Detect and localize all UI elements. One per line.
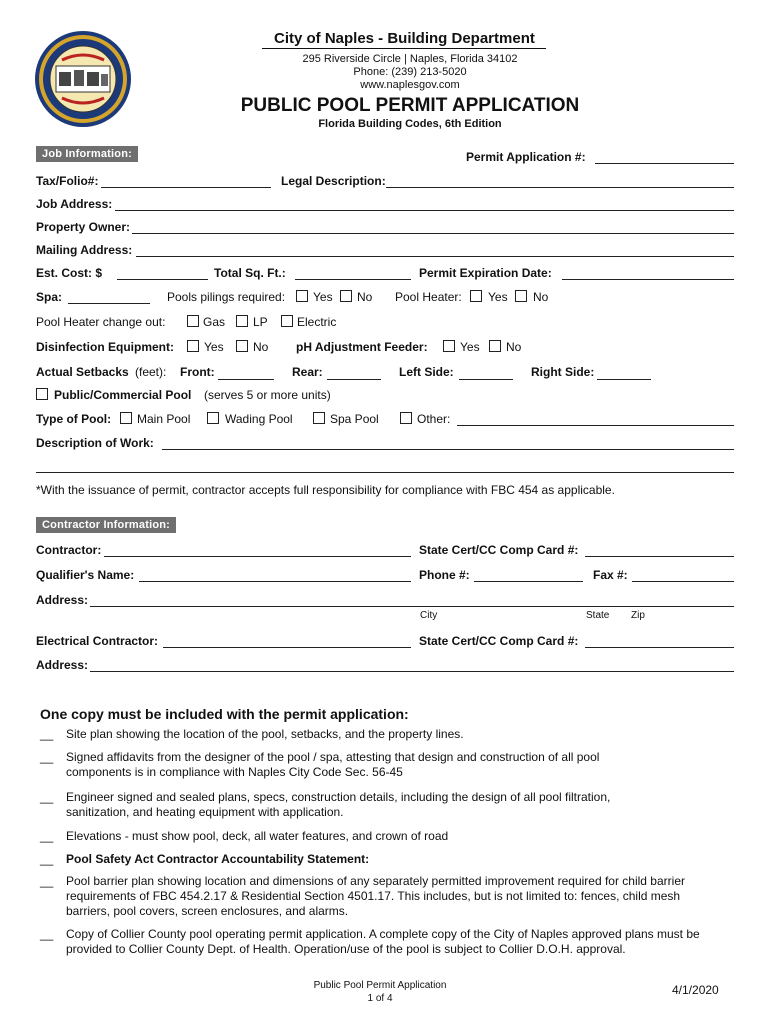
checklist-item-text: Pool Safety Act Contractor Accountability Statement:	[66, 852, 370, 866]
electrical-contractor-label: Electrical Contractor:	[36, 634, 159, 648]
ph-feeder-label: pH Adjustment Feeder:	[296, 340, 428, 354]
main-pool-label: Main Pool	[137, 412, 191, 426]
rear-field[interactable]	[327, 379, 381, 380]
right-side-label: Right Side:	[531, 365, 595, 379]
electrical-contractor-field[interactable]	[163, 647, 411, 648]
pilings-yes-checkbox[interactable]	[296, 290, 308, 302]
lp-label: LP	[253, 315, 268, 329]
permit-app-label: Permit Application #:	[466, 150, 586, 164]
setbacks-label: Actual Setbacks	[36, 365, 129, 379]
checklist-blank[interactable]: __	[40, 790, 54, 804]
front-label: Front:	[180, 365, 215, 379]
main-pool-checkbox[interactable]	[120, 412, 132, 424]
checklist-item-text: Engineer signed and sealed plans, specs, construction details, including the design of all pool filtration, sanitization, and heating equipment with application.	[66, 790, 611, 819]
fax-field[interactable]	[632, 581, 734, 582]
description-label: Description of Work:	[36, 436, 154, 450]
permit-app-field[interactable]	[595, 163, 734, 164]
wading-pool-label: Wading Pool	[225, 412, 293, 426]
left-side-field[interactable]	[459, 379, 513, 380]
est-cost-field[interactable]	[117, 279, 208, 280]
left-side-label: Left Side:	[399, 365, 454, 379]
public-pool-note: (serves 5 or more units)	[204, 388, 331, 402]
pool-heater-label: Pool Heater:	[395, 290, 462, 304]
total-sqft-label: Total Sq. Ft.:	[214, 266, 286, 280]
ph-yes-checkbox[interactable]	[443, 340, 455, 352]
legal-desc-label: Legal Description:	[281, 174, 386, 188]
header-address: 295 Riverside Circle | Naples, Florida 34102	[302, 53, 518, 65]
heater-yes-label: Yes	[488, 290, 508, 304]
fax-label: Fax #:	[593, 568, 628, 582]
tax-folio-label: Tax/Folio#:	[36, 174, 99, 188]
heater-yes-checkbox[interactable]	[470, 290, 482, 302]
state-cert-label: State Cert/CC Comp Card #:	[419, 543, 579, 557]
tax-folio-field[interactable]	[101, 187, 271, 188]
type-of-pool-label: Type of Pool:	[36, 412, 112, 426]
ph-yes-label: Yes	[460, 340, 480, 354]
ph-no-label: No	[506, 340, 522, 354]
checklist-item-text: Elevations - must show pool, deck, all water features, and crown of road	[66, 829, 449, 843]
contractor-label: Contractor:	[36, 543, 102, 557]
spa-field[interactable]	[68, 303, 150, 304]
disinfection-no-label: No	[253, 340, 269, 354]
heater-change-label: Pool Heater change out:	[36, 315, 166, 329]
electric-checkbox[interactable]	[281, 315, 293, 327]
header-web: www.naplesgov.com	[360, 79, 460, 91]
disinfection-yes-label: Yes	[204, 340, 224, 354]
pools-pilings-label: Pools pilings required:	[167, 290, 286, 304]
right-side-field[interactable]	[597, 379, 651, 380]
qualifier-label: Qualifier's Name:	[36, 568, 135, 582]
other-field[interactable]	[457, 425, 734, 426]
pilings-yes-label: Yes	[313, 290, 333, 304]
checklist-blank[interactable]: __	[40, 750, 54, 764]
checklist-blank[interactable]: __	[40, 829, 54, 843]
job-address-field[interactable]	[115, 210, 734, 211]
job-address-label: Job Address:	[36, 197, 113, 211]
property-owner-field[interactable]	[132, 233, 734, 234]
heater-no-checkbox[interactable]	[515, 290, 527, 302]
footer-doc-name: Public Pool Permit Application	[313, 980, 447, 991]
other-checkbox[interactable]	[400, 412, 412, 424]
checklist-item-text: Site plan showing the location of the pool, setbacks, and the property lines.	[66, 727, 464, 741]
contractor-field[interactable]	[104, 556, 411, 557]
spa-pool-checkbox[interactable]	[313, 412, 325, 424]
phone-label: Phone #:	[419, 568, 470, 582]
public-pool-label: Public/Commercial Pool	[54, 388, 192, 402]
description-field-1[interactable]	[162, 449, 734, 450]
wading-pool-checkbox[interactable]	[207, 412, 219, 424]
address-field[interactable]	[90, 606, 734, 607]
spa-pool-label: Spa Pool	[330, 412, 379, 426]
public-pool-checkbox[interactable]	[36, 388, 48, 400]
total-sqft-field[interactable]	[295, 279, 411, 280]
footer-date: 4/1/2020	[672, 983, 719, 997]
qualifier-field[interactable]	[139, 581, 411, 582]
electric-label: Electric	[297, 315, 337, 329]
rear-label: Rear:	[292, 365, 323, 379]
zip-caption: Zip	[631, 610, 645, 621]
mailing-address-label: Mailing Address:	[36, 243, 133, 257]
dept-underline	[262, 48, 546, 49]
front-field[interactable]	[218, 379, 274, 380]
pilings-no-label: No	[357, 290, 373, 304]
state-cert2-label: State Cert/CC Comp Card #:	[419, 634, 579, 648]
mailing-address-field[interactable]	[136, 256, 734, 257]
checklist-blank[interactable]: __	[40, 727, 54, 741]
address2-label: Address:	[36, 658, 89, 672]
legal-desc-field[interactable]	[386, 187, 734, 188]
disinfection-yes-checkbox[interactable]	[187, 340, 199, 352]
gas-label: Gas	[203, 315, 226, 329]
permit-exp-label: Permit Expiration Date:	[419, 266, 552, 280]
dept-name: City of Naples - Building Department	[274, 30, 535, 47]
other-label: Other:	[417, 412, 451, 426]
permit-exp-field[interactable]	[562, 279, 734, 280]
city-caption: City	[420, 610, 438, 621]
pilings-no-checkbox[interactable]	[340, 290, 352, 302]
address-label: Address:	[36, 593, 89, 607]
heater-no-label: No	[533, 290, 549, 304]
phone-field[interactable]	[474, 581, 583, 582]
checklist-blank[interactable]: __	[40, 874, 54, 888]
disinfection-label: Disinfection Equipment:	[36, 340, 174, 354]
gas-checkbox[interactable]	[187, 315, 199, 327]
property-owner-label: Property Owner:	[36, 220, 131, 234]
lp-checkbox[interactable]	[236, 315, 248, 327]
disclaimer-text: *With the issuance of permit, contractor accepts full responsibility for compliance with FBC 454 as applicable.	[36, 483, 615, 497]
page-subtitle: Florida Building Codes, 6th Edition	[318, 118, 502, 130]
checklist-item-text: Pool barrier plan showing location and dimensions of any separately permitted improvement required for child barrier requirements of FBC 454.2.17 & Residential Section 4501.17. This includes, but is not limited to: fences, child mesh barriers, pool covers, screen enclosures, and alarms.	[66, 874, 685, 918]
state-cert-field[interactable]	[585, 556, 734, 557]
checklist-item-text: Copy of Collier County pool operating permit application. A complete copy of the City of Naples approved plans must be provided to Collier County Dept. of Health. Operation/use of the pool is subject to Collier D.O.H. approval.	[66, 927, 700, 956]
spa-label: Spa:	[36, 290, 63, 304]
state-cert2-field[interactable]	[585, 647, 734, 648]
footer-page-number: 1 of 4	[367, 993, 393, 1004]
checklist-heading: One copy must be included with the permit application:	[40, 706, 409, 722]
description-field-2[interactable]	[36, 472, 734, 473]
checklist-blank[interactable]: __	[40, 927, 54, 941]
job-info-section-label: Job Information:	[36, 146, 138, 162]
state-caption: State	[586, 610, 610, 621]
disinfection-no-checkbox[interactable]	[236, 340, 248, 352]
est-cost-label: Est. Cost: $	[36, 266, 103, 280]
page-title: PUBLIC POOL PERMIT APPLICATION	[240, 95, 580, 116]
header-phone: Phone: (239) 213-5020	[353, 66, 467, 78]
setbacks-feet-label: (feet):	[135, 365, 167, 379]
address2-field[interactable]	[90, 671, 734, 672]
contractor-info-section-label: Contractor Information:	[36, 517, 176, 533]
ph-no-checkbox[interactable]	[489, 340, 501, 352]
checklist-item-text: Signed affidavits from the designer of the pool / spa, attesting that design and construction of all pool components is in compliance with Naples City Code Sec. 56-45	[66, 750, 600, 779]
checklist-blank[interactable]: __	[40, 852, 54, 866]
